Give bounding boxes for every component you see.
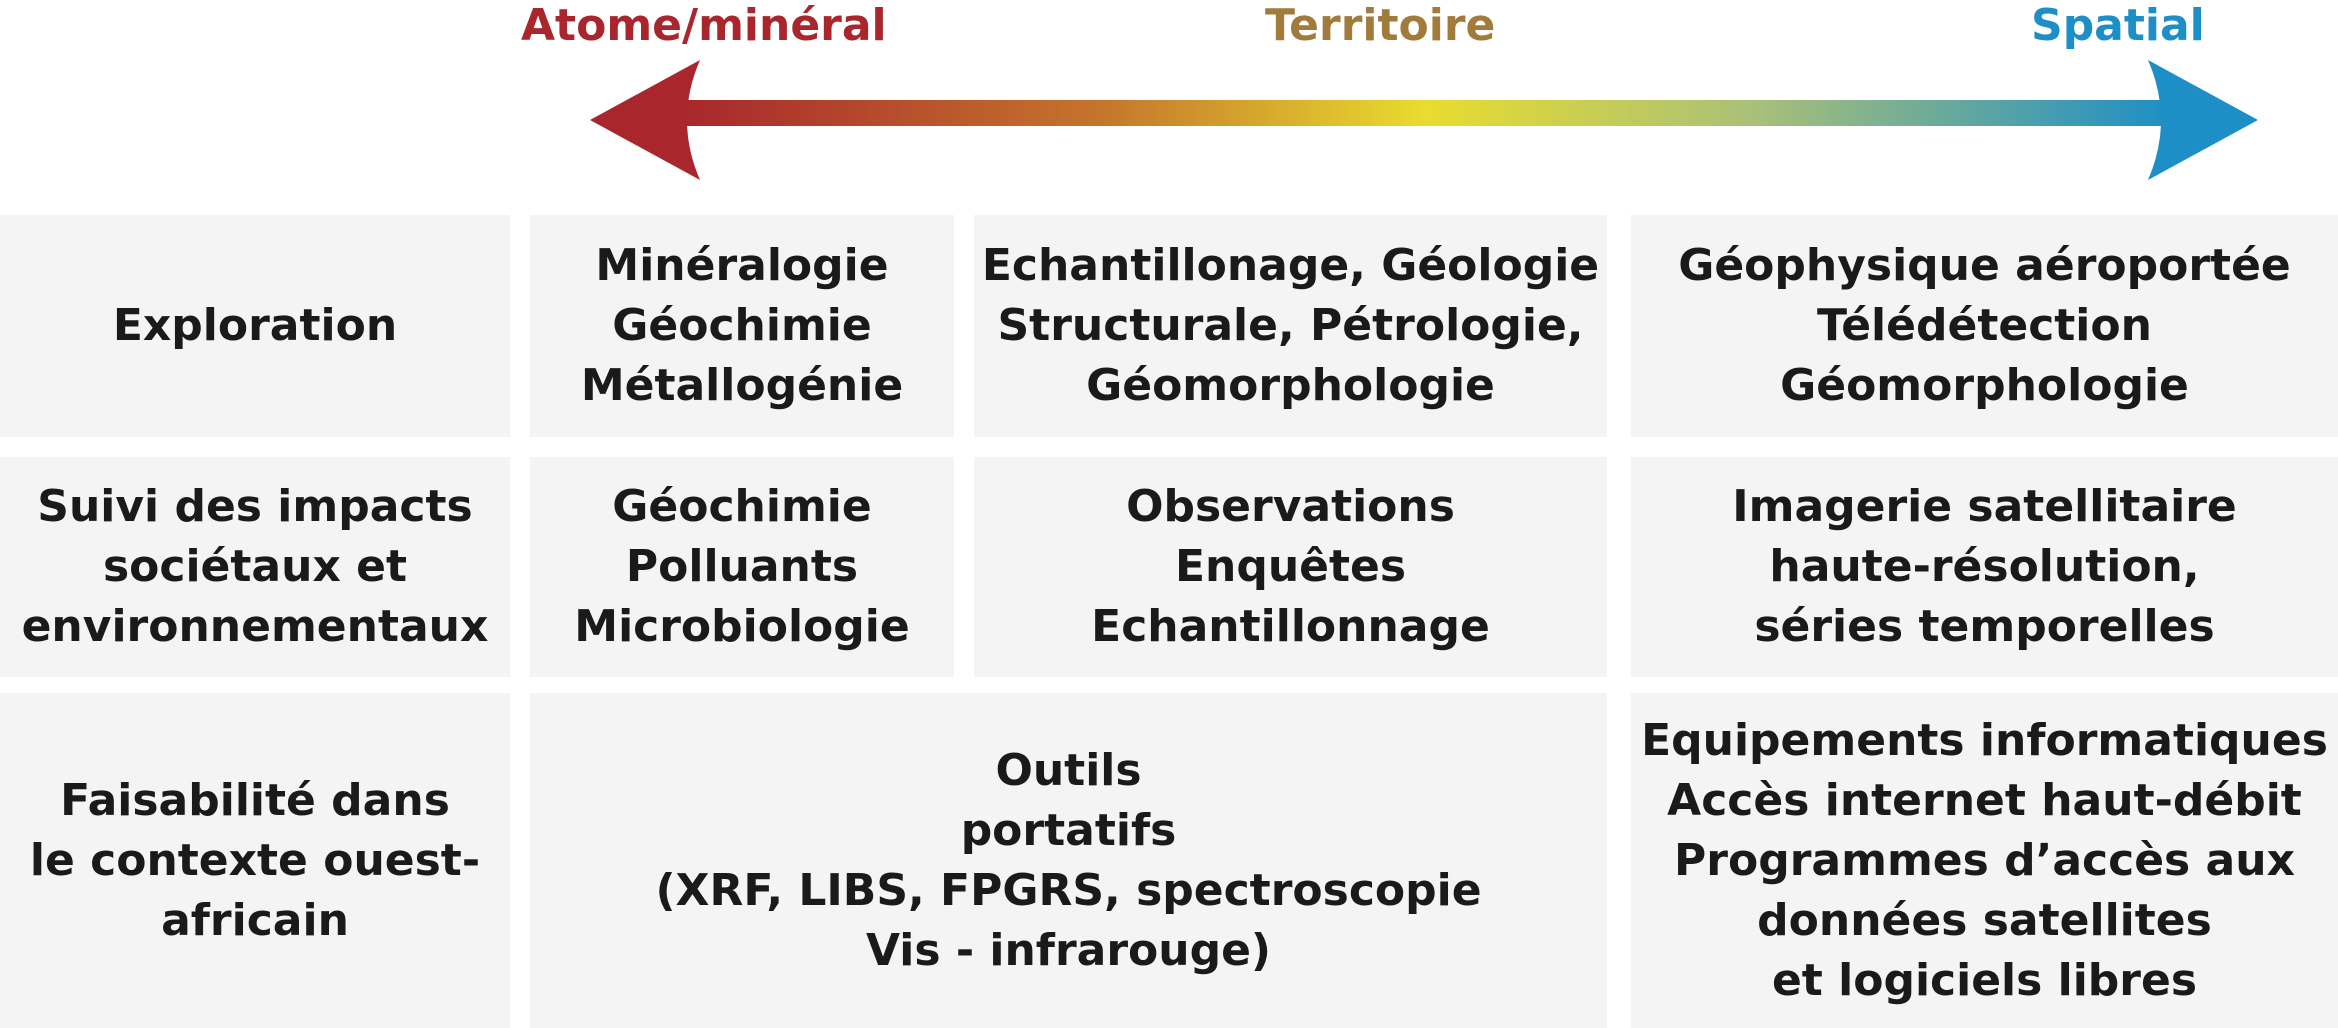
cell-line: Géomorphologie [1086,360,1495,411]
cell-line: Enquêtes [1174,541,1407,592]
cell-line: Equipements informatiques [1641,714,2328,766]
cell-line: Télédétection [1817,300,2152,351]
cell-faisabilite-outils-portatifs [530,693,1607,1028]
cell-line: données satellites [1757,894,2212,946]
row-header-line: environnementaux [21,601,489,652]
row-header-exploration [0,215,510,437]
scale-arrow-head-right [2148,60,2258,180]
scale-label-territoire: Territoire [1265,0,1496,51]
cell-line: haute-résolution, [1769,541,2200,592]
scale-arrow-shaft [680,100,2170,126]
cell-line: Polluants [625,541,859,592]
scale-label-spatial: Spatial [2031,0,2205,51]
scale-label-atome: Atome/minéral [521,0,887,51]
cell-line: Observations [1126,481,1455,532]
cell-line: Minéralogie [595,240,889,291]
cell-line: Programmes d’accès aux [1674,834,2295,886]
row-header-line: le contexte ouest- [29,834,481,886]
cell-faisabilite-spatial [1631,693,2338,1028]
cell-line: Géochimie [612,300,872,351]
cell-line: Outils [995,744,1142,796]
cell-line: (XRF, LIBS, FPGRS, spectroscopie [655,864,1482,916]
cell-line: Vis - infrarouge) [865,924,1272,976]
cell-line: Echantillonage, Géologie [981,240,1600,291]
row-header-line: Exploration [112,300,398,351]
cell-line: Echantillonnage [1091,601,1490,652]
scale-arrow-head-left [590,60,700,180]
cell-exploration-atome [530,215,954,437]
cell-exploration-spatial [1631,215,2338,437]
cell-line: Accès internet haut-débit [1667,774,2302,826]
cell-line: portatifs [960,804,1177,856]
cell-line: Microbiologie [574,601,910,652]
cell-suivi-spatial [1631,457,2338,677]
row-header-line: Faisabilité dans [60,774,450,826]
cell-line: Géomorphologie [1780,360,2189,411]
row-header-line: Suivi des impacts [37,481,473,532]
cell-suivi-territoire [974,457,1607,677]
cell-line: Géophysique aéroportée [1678,240,2291,291]
cell-line: Métallogénie [580,360,904,411]
row-header-line: africain [161,894,349,946]
row-header-faisabilite [0,693,510,1028]
cell-line: Structurale, Pétrologie, [997,300,1584,351]
row-header-suivi-impacts [0,457,510,677]
cell-suivi-atome [530,457,954,677]
cell-line: séries temporelles [1754,601,2215,652]
cell-line: Imagerie satellitaire [1732,481,2237,532]
cell-line: Géochimie [612,481,872,532]
row-header-line: sociétaux et [102,541,408,592]
scale-double-arrow [590,60,2258,180]
cell-line: et logiciels libres [1771,954,2198,1006]
cell-exploration-territoire [974,215,1607,437]
